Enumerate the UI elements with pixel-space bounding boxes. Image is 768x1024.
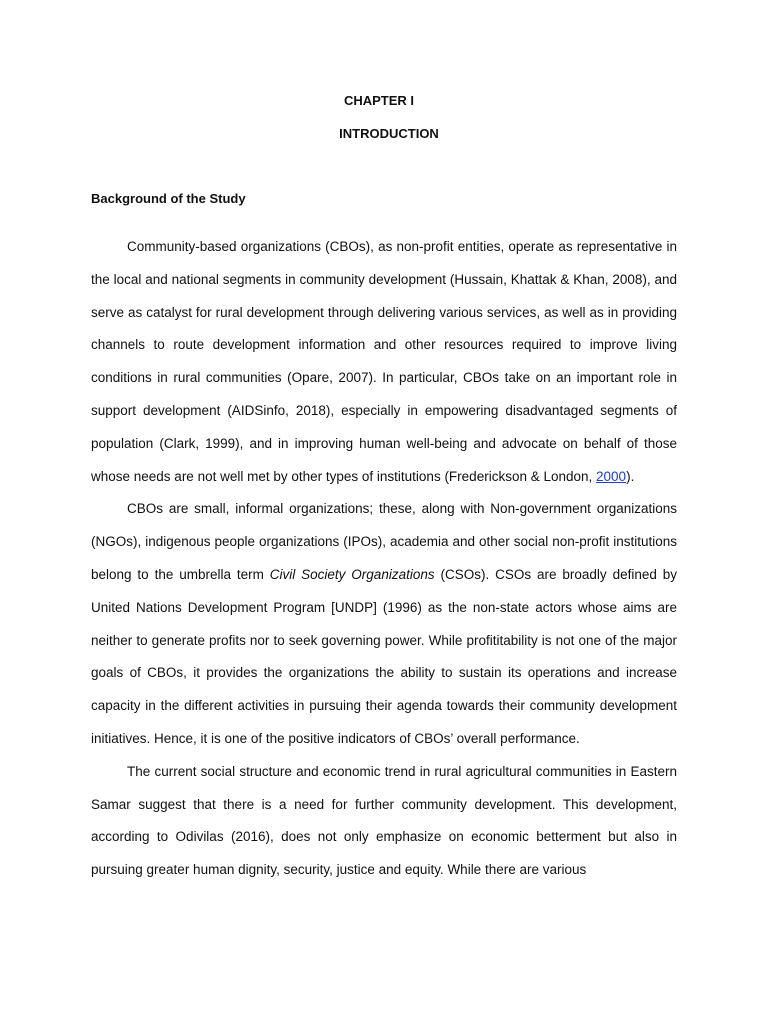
paragraph-1 <box>91 231 677 493</box>
chapter-heading: CHAPTER I <box>343 93 415 108</box>
body-text <box>91 231 677 887</box>
paragraph-3 <box>91 756 677 887</box>
paragraph-2-text: CBOs are small, informal organizations; these, along with Non-government organizations (NGOs), indigenous people organizations (IPOs), academia and other social non-profit institutions belong to the umbrella term <box>91 501 677 582</box>
paragraph-3-text: The current social structure and economic trend in rural agricultural communities in Eastern Samar suggest that there is a need for further community development. This development, according to Odivilas (2016), does not only emphasize on economic betterment but also in pursuing greater human dignity, security, justice and equity. While there are various <box>91 763 677 878</box>
paragraph-1-end: ). <box>626 468 635 484</box>
introduction-heading: INTRODUCTION <box>339 126 439 141</box>
citation-year-link[interactable]: 2000 <box>596 468 627 484</box>
paragraph-2 <box>91 493 677 755</box>
civil-society-term: Civil Society Organizations <box>269 566 435 582</box>
section-title: Background of the Study <box>91 191 246 206</box>
paragraph-1-text: Community-based organizations (CBOs), as non-profit entities, operate as representative in the local and national segments in community development (Hussain, Khattak & Khan, 2008), and serve as catalyst for rural development through delivering various services, as well as in providing channels to route development information and other resources required to improve living conditions in rural communities (Opare, 2007). In particular, CBOs take on an important role in support development (AIDSinfo, 2018), especially in empowering disadvantaged segments of population (Clark, 1999), and in improving human well-being and advocate on behalf of those whose needs are not well met by other types of institutions (Frederickson & London, <box>91 239 677 484</box>
paragraph-2-end: (CSOs). CSOs are broadly defined by United Nations Development Program [UNDP] (1996) as the non-state actors whose aims are neither to generate profits nor to seek governing power. While profititability is not one of the major goals of CBOs, it provides the organizations the ability to sustain its operations and increase capacity in the different activities in pursuing their agenda towards their community development initiatives. Hence, it is one of the positive indicators of CBOs’ overall performance. <box>91 566 678 746</box>
